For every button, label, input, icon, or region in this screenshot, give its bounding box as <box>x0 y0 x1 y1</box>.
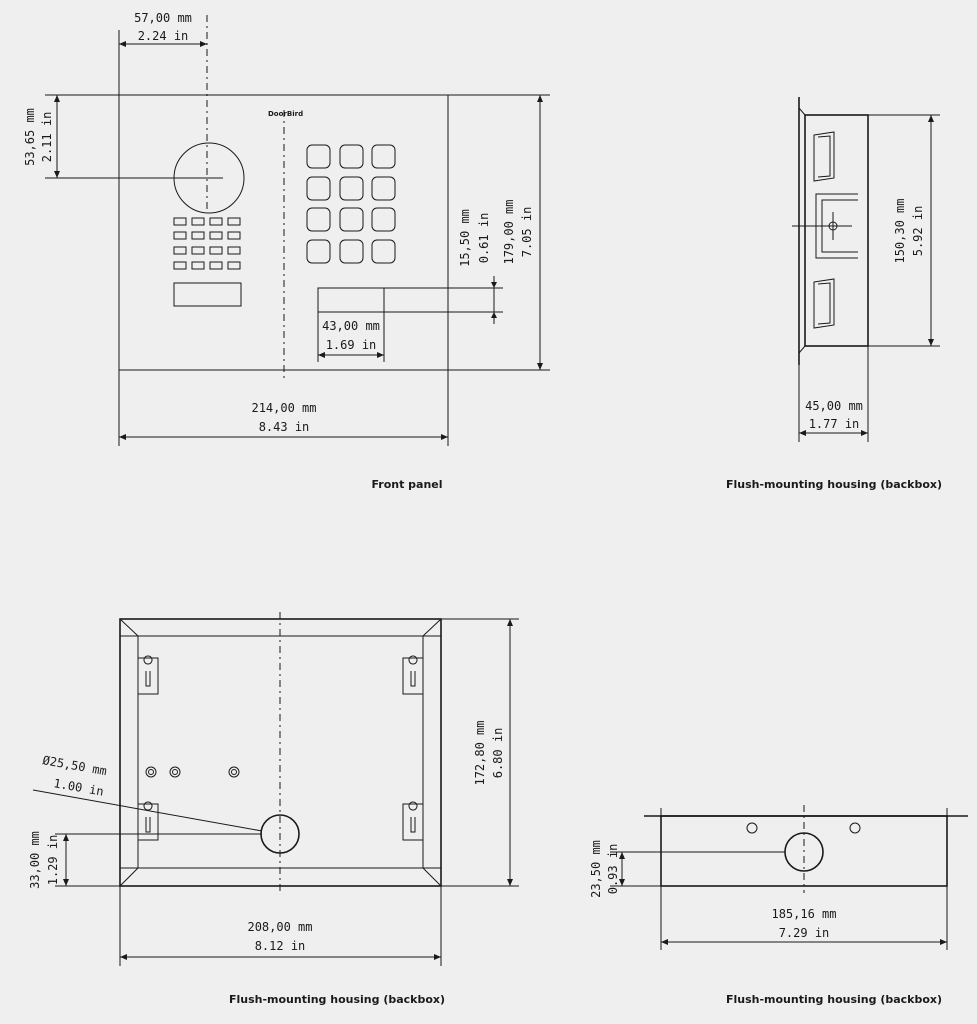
front-view-caption: Flush-mounting housing (backbox) <box>228 993 446 1006</box>
bottom-small-hole-left <box>747 823 757 833</box>
hole-offset-mm: 33,00 mm <box>28 831 42 889</box>
camera-y-mm: 53,65 mm <box>23 108 37 166</box>
bottom-view-caption: Flush-mounting housing (backbox) <box>725 993 943 1006</box>
front-panel-view <box>23 11 550 491</box>
side-height-in: 5.92 in <box>911 205 925 257</box>
bottom-width-in: 7.29 in <box>778 926 830 940</box>
side-height-mm: 150,30 mm <box>893 198 907 264</box>
rfid-height-mm: 15,50 mm <box>458 209 472 267</box>
panel-width-mm: 214,00 mm <box>251 401 317 415</box>
hole-offset-in: 1.29 in <box>46 834 60 886</box>
camera-y-in: 2.11 in <box>40 111 54 163</box>
rfid-width-in: 1.69 in <box>325 338 377 352</box>
hole-diameter-in: 1.00 in <box>52 776 105 799</box>
panel-height-in: 7.05 in <box>520 206 534 258</box>
rfid-height-in: 0.61 in <box>477 212 491 264</box>
name-plate <box>174 283 241 306</box>
backbox-height-in: 6.80 in <box>491 727 505 779</box>
keypad <box>307 145 395 263</box>
rfid-width-mm: 43,00 mm <box>322 319 380 333</box>
small-holes <box>146 767 239 777</box>
lower-clip <box>814 279 834 328</box>
backbox-height-mm: 172,80 mm <box>473 720 487 786</box>
panel-width-in: 8.43 in <box>258 420 310 434</box>
bottom-hole-mm: 23,50 mm <box>589 840 603 898</box>
side-depth-mm: 45,00 mm <box>805 399 863 413</box>
backbox-width-mm: 208,00 mm <box>247 920 313 934</box>
side-depth-in: 1.77 in <box>808 417 860 431</box>
bottom-small-hole-right <box>850 823 860 833</box>
front-panel-caption: Front panel <box>371 478 443 491</box>
camera-x-in: 2.24 in <box>137 29 189 43</box>
upper-clip <box>814 132 834 181</box>
bottom-width-mm: 185,16 mm <box>771 907 837 921</box>
hole-diameter-mm: Ø25,50 mm <box>41 753 108 779</box>
backbox-front-view <box>28 612 519 1006</box>
brand-logo: DoorBird <box>268 110 304 118</box>
backbox-bottom-view <box>589 805 968 1006</box>
camera-x-mm: 57,00 mm <box>134 11 192 25</box>
backbox-width-in: 8.12 in <box>254 939 306 953</box>
bottom-hole-in: 0.93 in <box>606 843 620 895</box>
hole-leader-line <box>33 790 262 831</box>
small-button-grid <box>174 218 240 269</box>
rfid-field <box>318 288 384 312</box>
panel-height-mm: 179,00 mm <box>502 199 516 265</box>
backbox-side-view <box>726 97 942 491</box>
side-view-caption: Flush-mounting housing (backbox) <box>725 478 943 491</box>
